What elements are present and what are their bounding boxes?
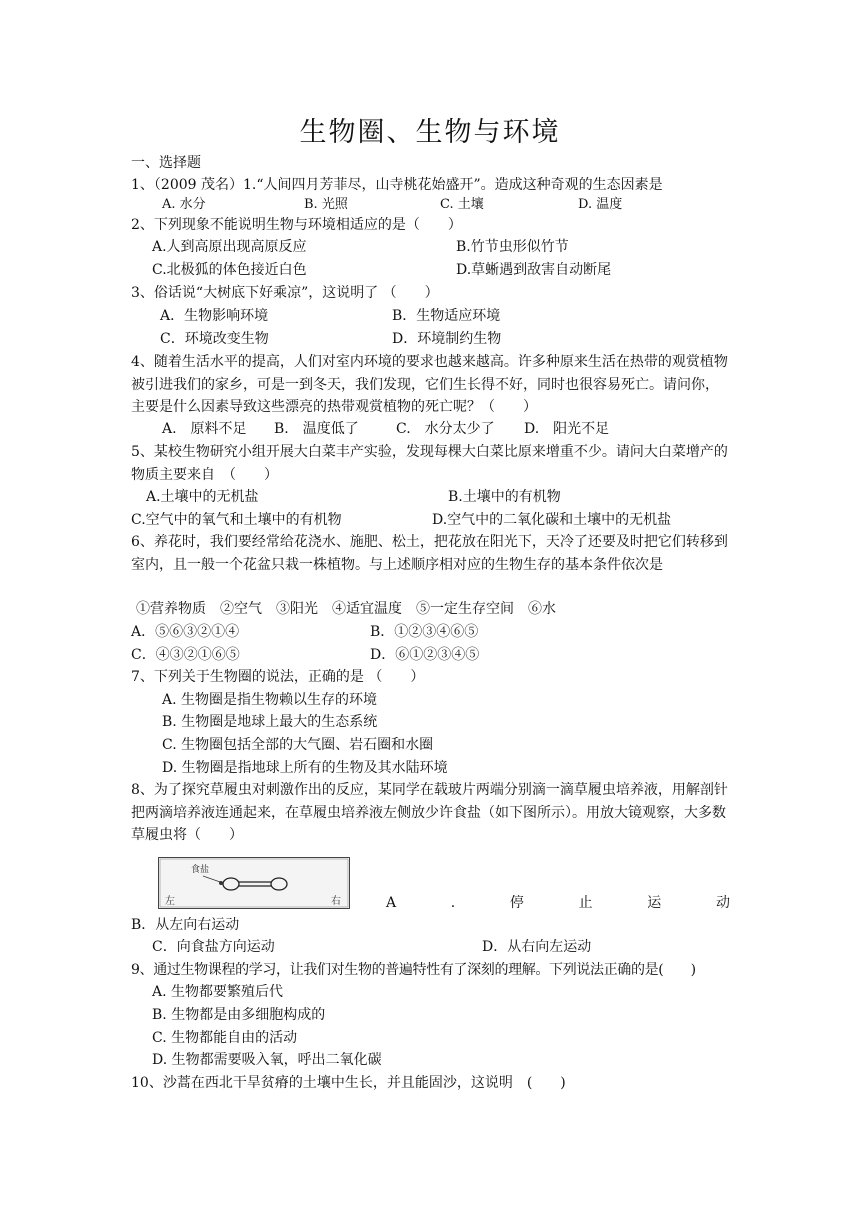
q6-option-a: A．⑤⑥③②①④ [131,624,240,640]
q8-option-a [386,892,730,914]
q5-option-b: B.土壤中的有机物 [448,489,561,505]
q6-option-c: C．④③②①⑥⑤ [131,647,240,663]
section-heading: 一、选择题 [131,155,201,171]
q2-option-c: C.北极狐的体色接近白色 [152,262,307,278]
page-title: 生物圈、生物与环境 [299,117,561,148]
q5-option-c: C.空气中的氧气和土壤中的有机物 [131,512,342,528]
q5-stem: 5、某校生物研究小组开展大白菜丰产实验，发现每棵大白菜比原来增重不少。请问大白菜增产的物质主要来自 （ ） [131,444,728,483]
q8-option-b: B．从左向右运动 [131,917,240,933]
q5-option-d: D.空气中的二氧化碳和土壤中的无机盐 [432,512,672,528]
paramecium-slide-figure [158,857,350,909]
q9-option-d: D. 生物都需要吸入氧，呼出二氧化碳 [152,1052,382,1068]
q1-option-c: C. 土壤 [440,197,484,212]
q9-option-b: B. 生物都是由多细胞构成的 [152,1007,326,1023]
q4-option-d: D. 阳光不足 [524,421,610,437]
q7-option-d: D. 生物圈是指地球上所有的生物及其水陆环境 [162,760,448,776]
q2-option-a: A.人到高原出现高原反应 [152,239,307,255]
q6-conditions: ①营养物质 ②空气 ③阳光 ④适宜温度 ⑤一定生存空间 ⑥水 [136,601,556,617]
q3-stem: 3、俗话说“大树底下好乘凉”，这说明了 （ ） [131,285,439,301]
q9-option-a: A. 生物都要繁殖后代 [152,984,284,1000]
q4-option-a: A. 原料不足 [162,421,247,437]
q3-option-c: C．环境改变生物 [160,331,269,347]
q8-stem: 8、为了探究草履虫对刺激作出的反应，某同学在载玻片两端分别滴一滴草履虫培养液，用解剖针把两滴培养液连通起来，在草履虫培养液左侧放少许食盐（如下图所示）。用放大镜观察，大多数草履虫将（ ） [131,782,728,843]
q5-option-a: A.土壤中的无机盐 [146,489,259,505]
q10-stem: 10、沙蒿在西北干旱贫瘠的土壤中生长，并且能固沙，这说明 ( ) [131,1075,566,1091]
q4-option-b: B. 温度低了 [274,421,359,437]
q8-option-a-part: A [386,895,397,911]
q8-option-c: C．向食盐方向运动 [152,939,275,955]
q3-option-a: A．生物影响环境 [160,308,269,324]
left-label: 左 [165,896,175,907]
salt-label: 食盐 [191,865,210,875]
q1-option-a: A. 水分 [162,197,206,212]
q7-stem: 7、下列关于生物圈的说法，正确的是 （ ） [131,669,425,685]
q7-option-c: C. 生物圈包括全部的大气圈、岩石圈和水圈 [162,737,434,753]
q8-option-d: D．从右向左运动 [482,939,592,955]
right-label: 右 [331,896,341,907]
q8-option-a-part: 运 [647,895,662,911]
q7-option-a: A. 生物圈是指生物赖以生存的环境 [162,692,378,708]
q2-option-d: D.草蜥遇到敌害自动断尾 [456,262,612,278]
q7-option-b: B. 生物圈是地球上最大的生态系统 [162,714,378,730]
q3-option-d: D．环境制约生物 [392,331,502,347]
q4-stem: 4、随着生活水平的提高，人们对室内环境的要求也越来越高。许多种原来生活在热带的观赏植物被引进我们的家乡，可是一到冬天，我们发现，它们生长得不好，同时也很容易死亡。请问你，主要是什么因素导致这些漂亮的热带观赏植物的死亡呢？（ ） [131,354,728,415]
q6-option-d: D．⑥①②③④⑤ [370,647,480,663]
q9-stem: 9、通过生物课程的学习，让我们对生物的普遍特性有了深刻的理解。下列说法正确的是( ) [131,962,696,978]
q8-option-a-part: 动 [715,895,730,911]
q1-option-d: D. 温度 [578,197,623,212]
q1-option-b: B. 光照 [304,197,348,212]
q8-option-a-part: 止 [578,895,593,911]
q6-option-b: B．①②③④⑥⑤ [370,624,479,640]
q2-option-b: B.竹节虫形似竹节 [456,239,569,255]
q2-stem: 2、下列现象不能说明生物与环境相适应的是（ ） [131,217,462,233]
q1-stem: 1、（2009 茂名）1.“人间四月芳菲尽，山寺桃花始盛开”。造成这种奇观的生态因素是 [131,177,663,193]
q8-option-a-part: . [450,895,456,911]
q3-option-b: B．生物适应环境 [392,308,501,324]
q4-option-c: C. 水分太少了 [396,421,495,437]
q8-option-a-part: 停 [509,895,524,911]
salt-grain [219,881,223,885]
slide-diagram [159,858,349,908]
slide-frame [160,859,348,907]
q9-option-c: C. 生物都能自由的活动 [152,1030,298,1046]
q6-stem: 6、养花时，我们要经常给花浇水、施肥、松土，把花放在阳光下，天冷了还要及时把它们转移到室内，且一般一个花盆只栽一株植物。与上述顺序相对应的生物生存的基本条件依次是 [131,534,728,573]
